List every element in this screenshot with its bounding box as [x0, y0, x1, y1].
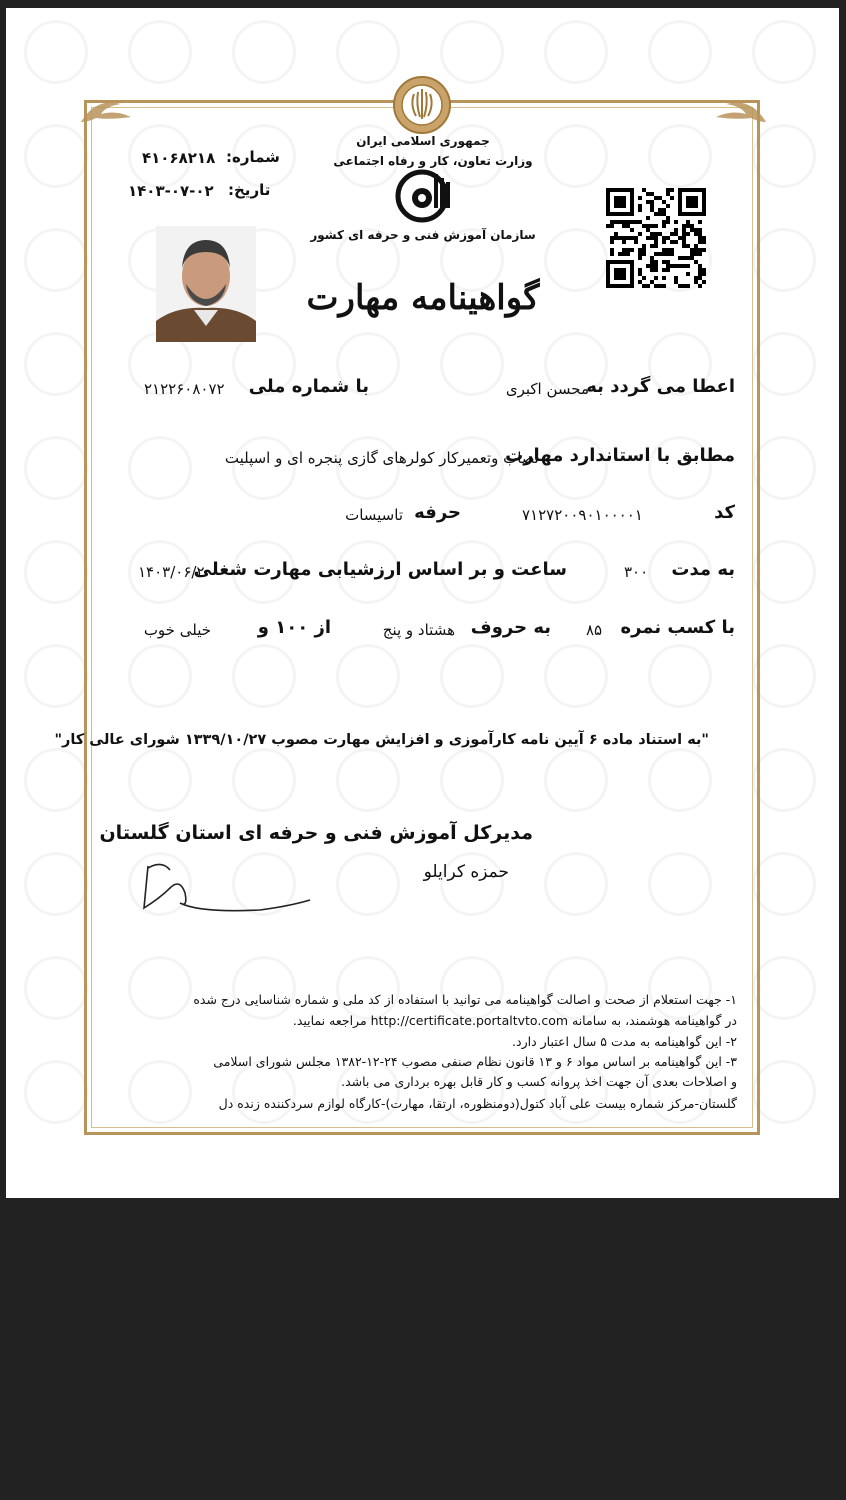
footnote-1-cont: در گواهینامه هوشمند، به سامانه http://certificate.portaltvto.com مراجعه نمایید.: [292, 1013, 737, 1028]
watermark-logo-icon: [128, 20, 192, 84]
watermark-logo-icon: [752, 748, 816, 812]
in-words-label: به حروف: [470, 617, 551, 638]
national-id-label: با شماره ملی: [248, 376, 369, 397]
handwritten-signature: [140, 858, 320, 918]
code-value: ۷۱۲۷۲۰۰۹۰۱۰۰۰۰۱: [522, 506, 643, 524]
number-label: شماره:: [226, 148, 280, 166]
watermark-logo-icon: [24, 748, 88, 812]
watermark-logo-icon: [752, 332, 816, 396]
hours-label: ساعت و بر اساس ارزشیابی مهارت شغلی: [193, 559, 567, 580]
ministry-title: وزارت تعاون، کار و رفاه اجتماعی: [333, 154, 533, 168]
standard-value: نصاب وتعمیرکار کولرهای گازی پنجره ای و اسپلیت: [224, 449, 539, 467]
grade-value: خیلی خوب: [143, 621, 211, 639]
footnote-issuer: گلستان-مرکز شماره بیست علی آباد کتول(دومنظوره، ارتقا، مهارت)-کارگاه لوازم سردکننده زنده دل: [218, 1096, 737, 1111]
corner-ornament-left-icon: [76, 92, 136, 128]
republic-title: جمهوری اسلامی ایران: [356, 134, 490, 148]
duration-label: به مدت: [671, 559, 735, 580]
holder-name: محسن اکبری: [505, 380, 589, 398]
iran-emblem-icon: [391, 74, 453, 136]
footnote-2: ۲- این گواهینامه به مدت ۵ سال اعتبار دارد.: [512, 1034, 737, 1049]
watermark-logo-icon: [752, 956, 816, 1020]
awarded-label: اعطا می گردد به: [586, 376, 735, 397]
organization-title: سازمان آموزش فنی و حرفه ای کشور: [310, 228, 536, 242]
watermark-logo-icon: [24, 852, 88, 916]
watermark-logo-icon: [24, 20, 88, 84]
date-value: ۱۴۰۳-۰۷-۰۲: [128, 182, 214, 200]
watermark-logo-icon: [752, 436, 816, 500]
watermark-logo-icon: [752, 644, 816, 708]
trade-label: حرفه: [414, 502, 461, 523]
footnote-3-cont: و اصلاحات بعدی آن جهت اخذ پروانه کسب و کار قابل بهره برداری می باشد.: [341, 1074, 737, 1089]
dark-background: [0, 1198, 846, 1500]
watermark-logo-icon: [752, 1060, 816, 1124]
watermark-logo-icon: [24, 644, 88, 708]
code-label: کد: [714, 502, 735, 523]
in-words-value: هشتاد و پنج: [382, 621, 455, 639]
national-id-value: ۲۱۲۲۶۰۸۰۷۲: [144, 380, 225, 398]
watermark-logo-icon: [24, 1060, 88, 1124]
certificate-page: [6, 8, 839, 1198]
watermark-logo-icon: [24, 540, 88, 604]
evaluation-date: ۱۴۰۳/۰۶/۲: [138, 563, 205, 581]
watermark-logo-icon: [232, 20, 296, 84]
score-value: ۸۵: [586, 621, 603, 639]
duration-value: ۳۰۰: [624, 563, 649, 581]
watermark-logo-icon: [544, 20, 608, 84]
score-label: با کسب نمره: [620, 617, 735, 638]
watermark-logo-icon: [752, 852, 816, 916]
watermark-logo-icon: [752, 20, 816, 84]
watermark-logo-icon: [752, 540, 816, 604]
watermark-logo-icon: [24, 956, 88, 1020]
regulation-text: "به استناد ماده ۶ آیین نامه کارآموزی و افزایش مهارت مصوب ۱۳۳۹/۱۰/۲۷ شورای عالی کار": [54, 732, 709, 748]
qr-code[interactable]: [606, 188, 706, 288]
out-of-label: از ۱۰۰ و: [257, 617, 331, 638]
watermark-logo-icon: [648, 20, 712, 84]
trade-value: تاسیسات: [345, 506, 403, 524]
standard-label: مطابق با استاندارد مهارت: [505, 445, 735, 466]
signatory-name: حمزه کرایلو: [423, 862, 509, 882]
tvto-logo-icon: [392, 168, 456, 224]
footnote-3: ۳- این گواهینامه بر اساس مواد ۶ و ۱۳ قانون نظام صنفی مصوب ۲۴-۱۲-۱۳۸۲ مجلس شورای اسلامی: [213, 1054, 737, 1069]
certificate-title: گواهینامه مهارت: [306, 278, 540, 318]
signatory-title: مدیرکل آموزش فنی و حرفه ای استان گلستان: [99, 822, 533, 844]
footnote-1: ۱- جهت استعلام از صحت و اصالت گواهینامه می توانید با استفاده از کد ملی و شماره شناسایی درج شده: [193, 992, 737, 1007]
watermark-logo-icon: [24, 436, 88, 500]
corner-ornament-right-icon: [711, 92, 771, 128]
watermark-logo-icon: [24, 332, 88, 396]
number-value: ۴۱۰۶۸۲۱۸: [142, 149, 216, 167]
date-label: تاریخ:: [228, 181, 271, 199]
